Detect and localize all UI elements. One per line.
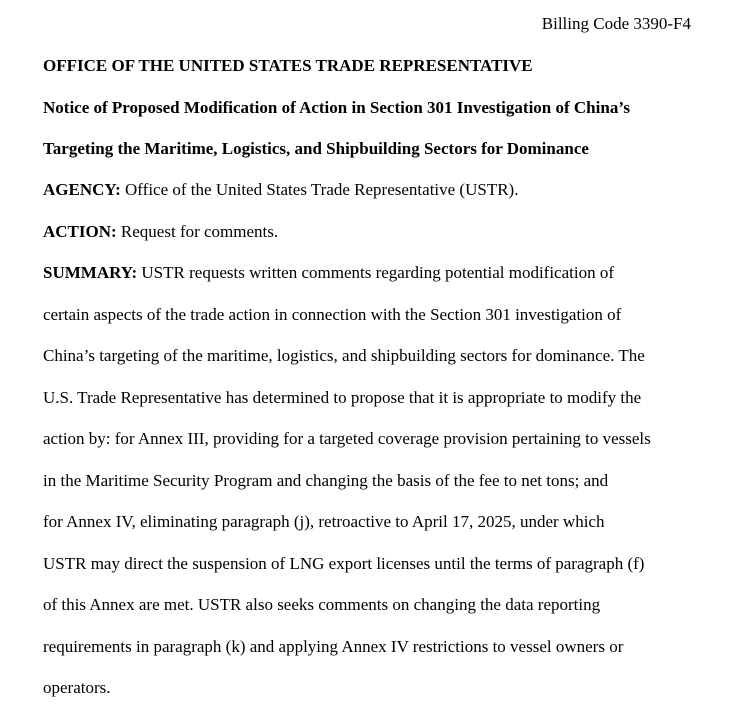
action-line [43, 222, 278, 242]
summary-line: certain aspects of the trade action in connection with the Section 301 investigation of [43, 305, 622, 324]
action-text: Request for comments. [116, 222, 279, 241]
notice-title-line-2: Targeting the Maritime, Logistics, and Shipbuilding Sectors for Dominance [43, 139, 589, 158]
summary-line: China’s targeting of the maritime, logistics, and shipbuilding sectors for dominance. The [43, 346, 645, 365]
summary-line: of this Annex are met. USTR also seeks comments on changing the data reporting [43, 595, 601, 614]
summary-line-1 [43, 263, 614, 283]
agency-text: Office of the United States Trade Representative (USTR). [120, 180, 519, 199]
summary-line: for Annex IV, eliminating paragraph (j), retroactive to April 17, 2025, under which [43, 512, 605, 531]
billing-code: Billing Code 3390-F4 [541, 14, 691, 33]
summary-line: U.S. Trade Representative has determined to propose that it is appropriate to modify the [43, 388, 642, 407]
action-label: ACTION: [43, 222, 117, 241]
agency-line [43, 180, 518, 200]
summary-line: USTR may direct the suspension of LNG export licenses until the terms of paragraph (f) [43, 554, 645, 573]
summary-line: in the Maritime Security Program and changing the basis of the fee to net tons; and [43, 471, 609, 490]
summary-line: operators. [43, 678, 111, 697]
summary-first-line-text: USTR requests written comments regarding potential modification of [137, 263, 614, 282]
summary-label: SUMMARY: [43, 263, 138, 282]
agency-label: AGENCY: [43, 180, 121, 199]
office-heading: OFFICE OF THE UNITED STATES TRADE REPRESENTATIVE [43, 56, 533, 75]
summary-line: requirements in paragraph (k) and applying Annex IV restrictions to vessel owners or [43, 637, 624, 656]
notice-title-line-1: Notice of Proposed Modification of Action in Section 301 Investigation of China’s [43, 98, 630, 117]
summary-line: action by: for Annex III, providing for a targeted coverage provision pertaining to vessels [43, 429, 651, 448]
